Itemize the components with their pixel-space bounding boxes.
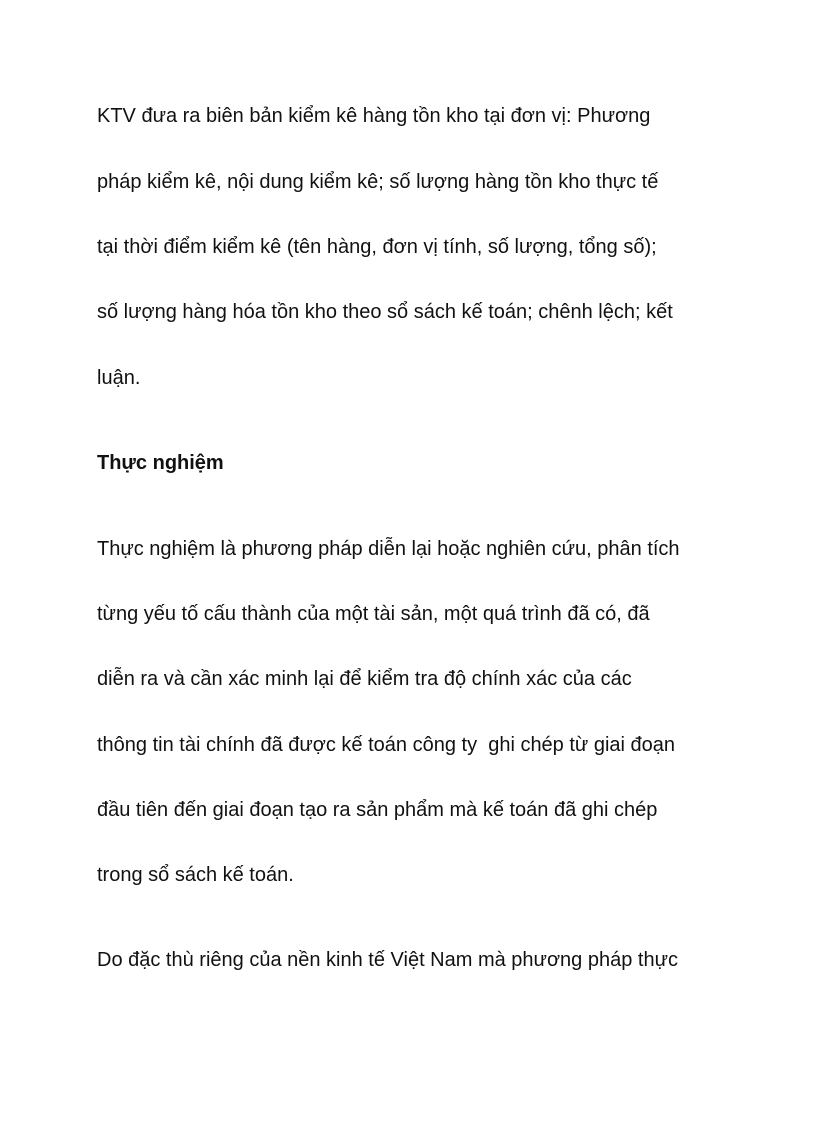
paragraph-line: luận.: [97, 367, 141, 389]
paragraph-line: từng yếu tố cấu thành của một tài sản, một quá trình đã có, đã: [97, 603, 650, 625]
section-heading: Thực nghiệm: [97, 452, 224, 474]
paragraph-line: Thực nghiệm là phương pháp diễn lại hoặc nghiên cứu, phân tích: [97, 538, 680, 560]
paragraph-line: pháp kiểm kê, nội dung kiểm kê; số lượng hàng tồn kho thực tế: [97, 171, 659, 193]
paragraph-line: thông tin tài chính đã được kế toán công ty ghi chép từ giai đoạn: [97, 734, 676, 756]
paragraph-line: KTV đưa ra biên bản kiểm kê hàng tồn kho tại đơn vị: Phương: [97, 105, 651, 127]
paragraph-line: trong sổ sách kế toán.: [97, 864, 294, 886]
paragraph-line: Do đặc thù riêng của nền kinh tế Việt Nam mà phương pháp thực: [97, 949, 678, 971]
paragraph-line: số lượng hàng hóa tồn kho theo sổ sách kế toán; chênh lệch; kết: [97, 301, 673, 323]
paragraph-line: tại thời điểm kiểm kê (tên hàng, đơn vị tính, số lượng, tổng số);: [97, 236, 657, 258]
paragraph-line: diễn ra và cần xác minh lại để kiểm tra độ chính xác của các: [97, 668, 632, 690]
paragraph-line: đầu tiên đến giai đoạn tạo ra sản phẩm mà kế toán đã ghi chép: [97, 799, 658, 821]
